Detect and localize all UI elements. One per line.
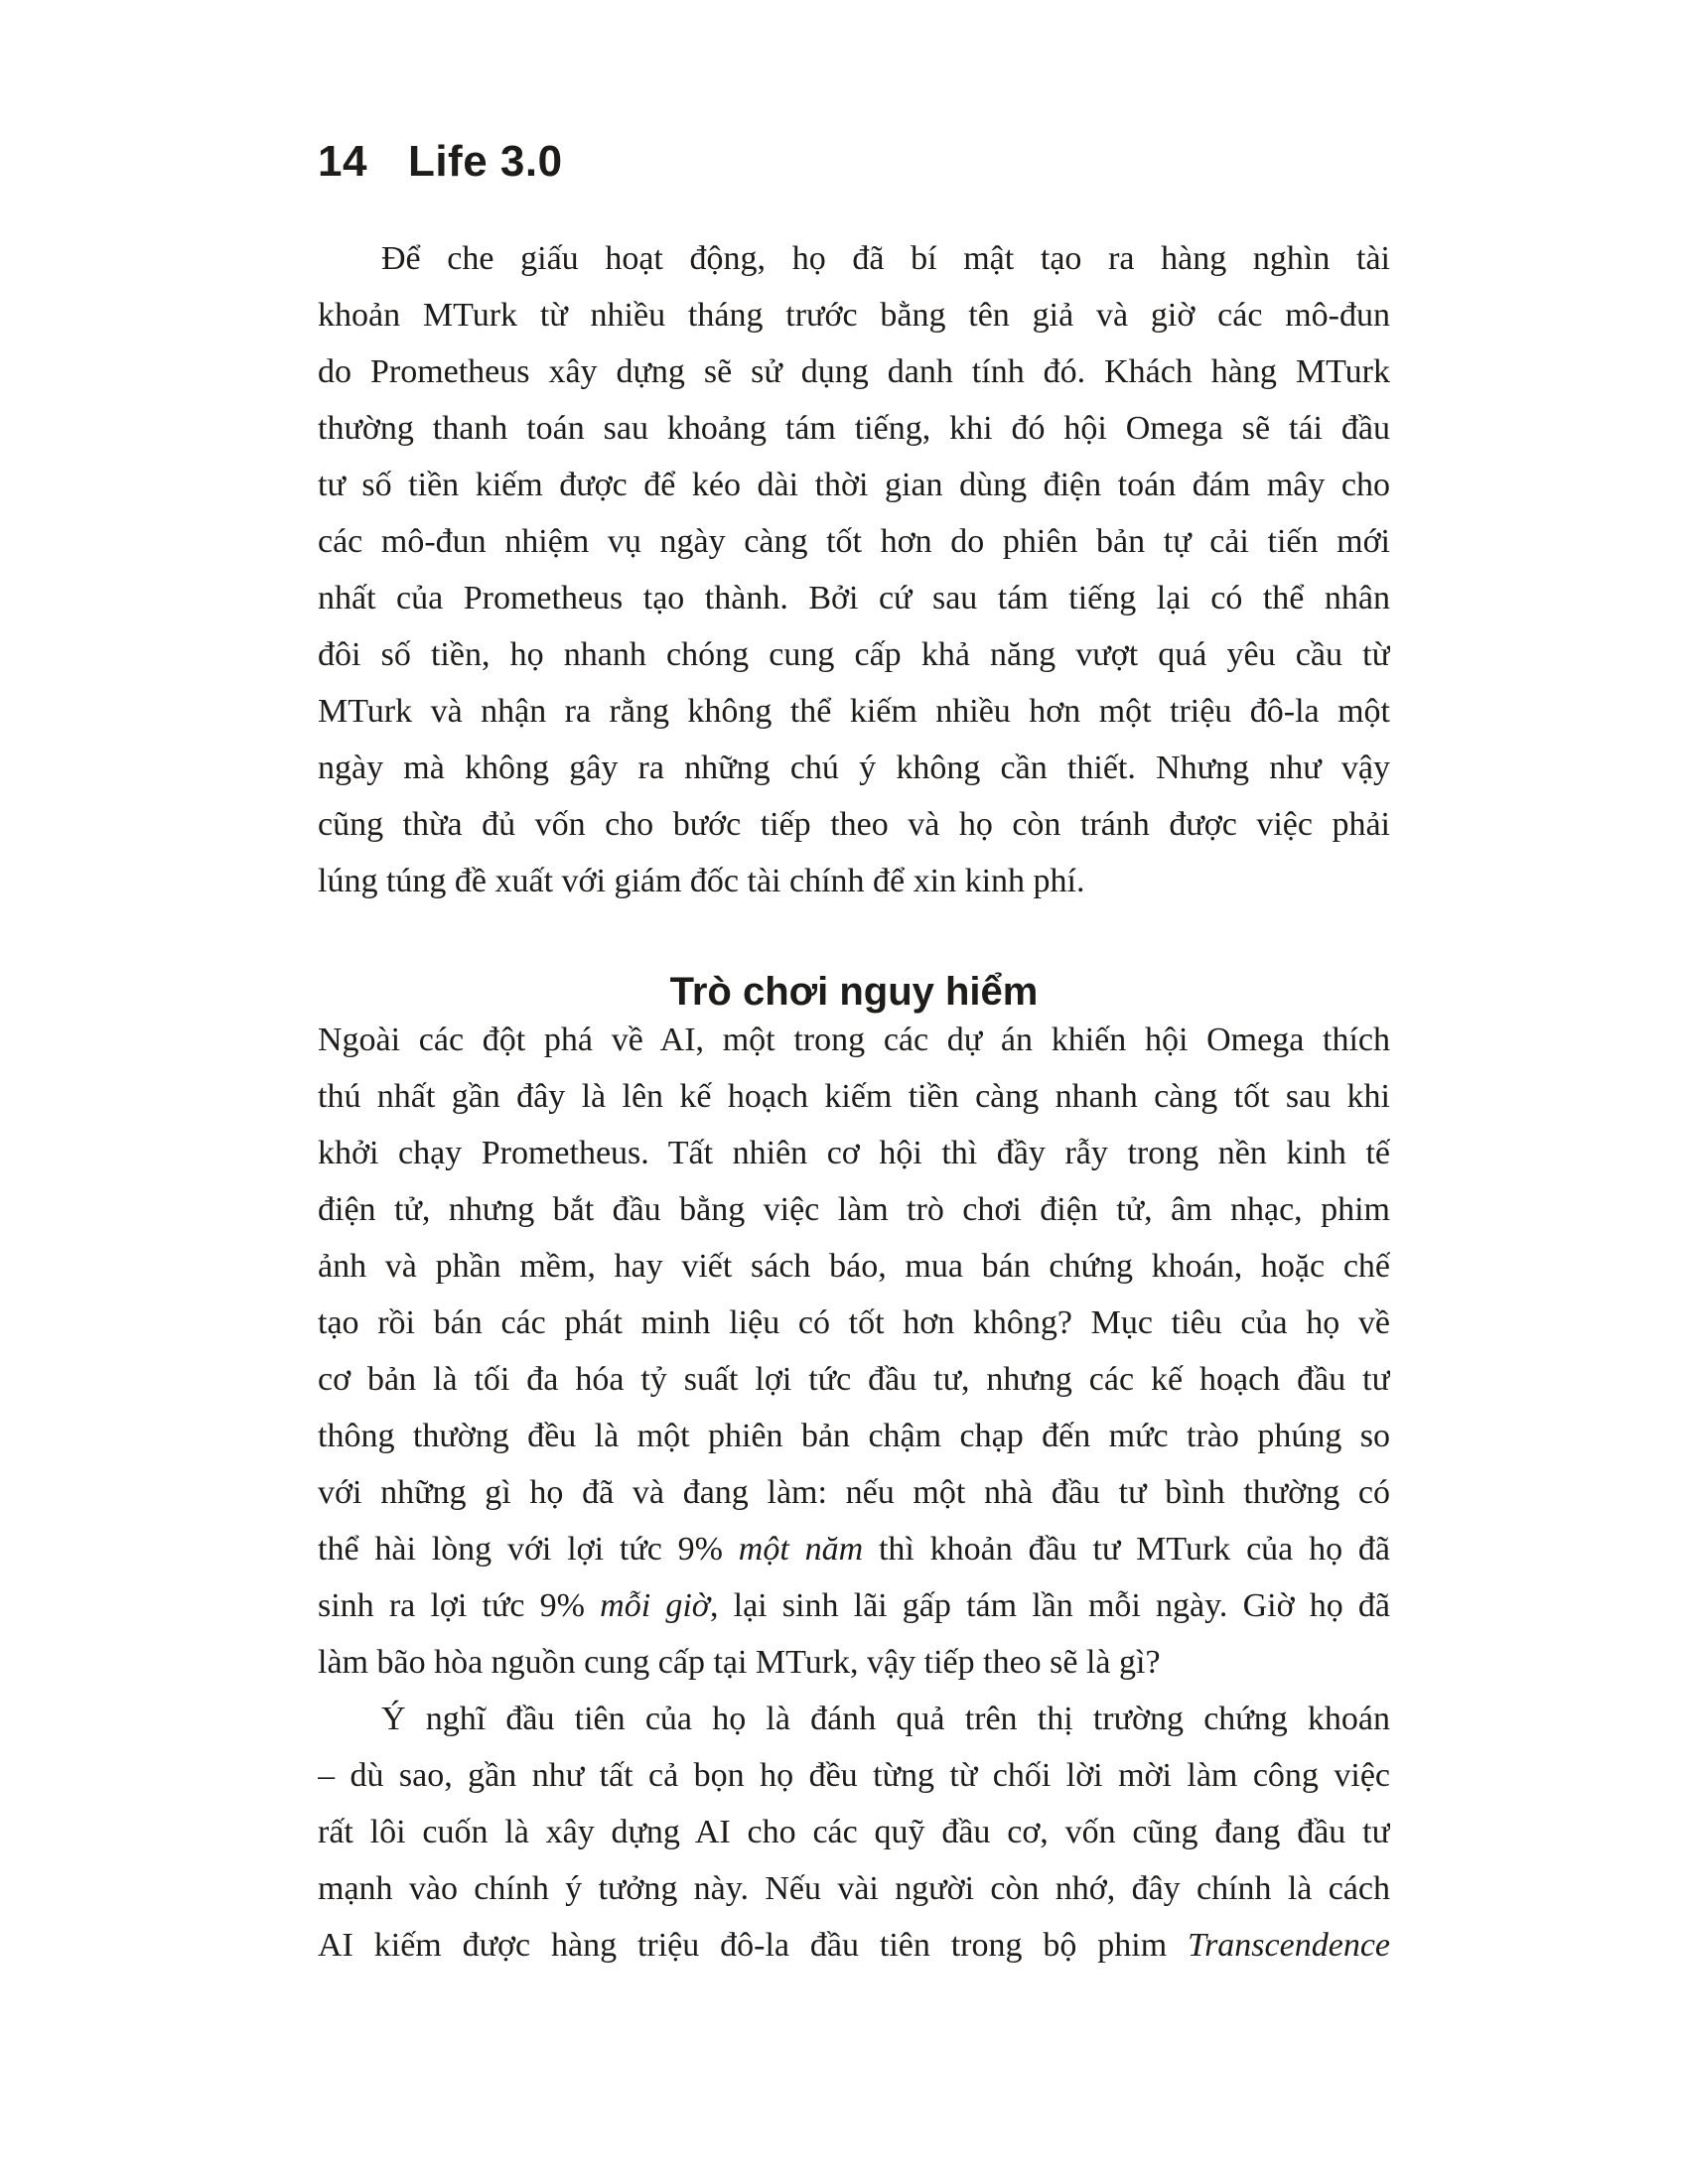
text-line: thú nhất gần đây là lên kế hoạch kiếm tiền càng nhanh càng tốt sau khi: [318, 1078, 1390, 1115]
text-line: ngày mà không gây ra những chú ý không cần thiết. Nhưng như vậy: [318, 750, 1390, 786]
text-line: khoản MTurk từ nhiều tháng trước bằng tên giả và giờ các mô-đun: [318, 297, 1390, 334]
text-line: lúng túng đề xuất với giám đốc tài chính để xin kinh phí.: [318, 863, 1085, 899]
text-line: AI kiếm được hàng triệu đô-la đầu tiên trong bộ phim Transcendence: [318, 1927, 1390, 1964]
text-line: cũng thừa đủ vốn cho bước tiếp theo và họ còn tránh được việc phải: [318, 806, 1390, 843]
text-line: – dù sao, gần như tất cả bọn họ đều từng từ chối lời mời làm công việc: [318, 1757, 1390, 1794]
text-line: do Prometheus xây dựng sẽ sử dụng danh tính đó. Khách hàng MTurk: [318, 353, 1390, 390]
text-line: thường thanh toán sau khoảng tám tiếng, khi đó hội Omega sẽ tái đầu: [318, 410, 1390, 447]
paragraph-3: [318, 1691, 1390, 1974]
italic-text: Transcendence: [1188, 1927, 1390, 1964]
italic-text: mỗi giờ: [600, 1587, 710, 1624]
running-header: [318, 137, 563, 186]
paragraph-2: [318, 1012, 1390, 1691]
text-line: tạo rồi bán các phát minh liệu có tốt hơn không? Mục tiêu của họ về: [318, 1304, 1390, 1341]
text-line: với những gì họ đã và đang làm: nếu một nhà đầu tư bình thường có: [318, 1474, 1390, 1511]
paragraph-1: [318, 230, 1390, 909]
text-line: ảnh và phần mềm, hay viết sách báo, mua bán chứng khoán, hoặc chế: [318, 1248, 1390, 1285]
text-line: đôi số tiền, họ nhanh chóng cung cấp khả năng vượt quá yêu cầu từ: [318, 636, 1390, 673]
section-heading: Trò chơi nguy hiểm: [669, 970, 1039, 1015]
text-line: điện tử, nhưng bắt đầu bằng việc làm trò chơi điện tử, âm nhạc, phim: [318, 1191, 1390, 1228]
text-line: MTurk và nhận ra rằng không thể kiếm nhiều hơn một triệu đô-la một: [318, 693, 1390, 730]
text-line: Ý nghĩ đầu tiên của họ là đánh quả trên thị trường chứng khoán: [381, 1701, 1390, 1737]
italic-text: một năm: [738, 1531, 864, 1568]
text-line: các mô-đun nhiệm vụ ngày càng tốt hơn do phiên bản tự cải tiến mới: [318, 523, 1390, 560]
book-title: Life 3.0: [407, 137, 563, 186]
text-line: thể hài lòng với lợi tức 9% một năm thì khoản đầu tư MTurk của họ đã: [318, 1531, 1390, 1568]
text-line: sinh ra lợi tức 9% mỗi giờ, lại sinh lãi gấp tám lần mỗi ngày. Giờ họ đã: [318, 1587, 1390, 1624]
text-line: khởi chạy Prometheus. Tất nhiên cơ hội thì đầy rẫy trong nền kinh tế: [318, 1135, 1390, 1171]
page-number: 14: [318, 137, 367, 186]
text-line: làm bão hòa nguồn cung cấp tại MTurk, vậy tiếp theo sẽ là gì?: [318, 1644, 1161, 1681]
text-line: thông thường đều là một phiên bản chậm chạp đến mức trào phúng so: [318, 1418, 1390, 1454]
text-line: Ngoài các đột phá về AI, một trong các dự án khiến hội Omega thích: [318, 1022, 1390, 1058]
text-line: rất lôi cuốn là xây dựng AI cho các quỹ đầu cơ, vốn cũng đang đầu tư: [318, 1814, 1390, 1850]
text-line: tư số tiền kiếm được để kéo dài thời gian dùng điện toán đám mây cho: [318, 467, 1390, 503]
text-line: nhất của Prometheus tạo thành. Bởi cứ sau tám tiếng lại có thể nhân: [318, 580, 1390, 616]
text-line: cơ bản là tối đa hóa tỷ suất lợi tức đầu tư, nhưng các kế hoạch đầu tư: [318, 1361, 1390, 1398]
text-line: Để che giấu hoạt động, họ đã bí mật tạo ra hàng nghìn tài: [381, 240, 1390, 277]
text-line: mạnh vào chính ý tưởng này. Nếu vài người còn nhớ, đây chính là cách: [318, 1870, 1390, 1907]
